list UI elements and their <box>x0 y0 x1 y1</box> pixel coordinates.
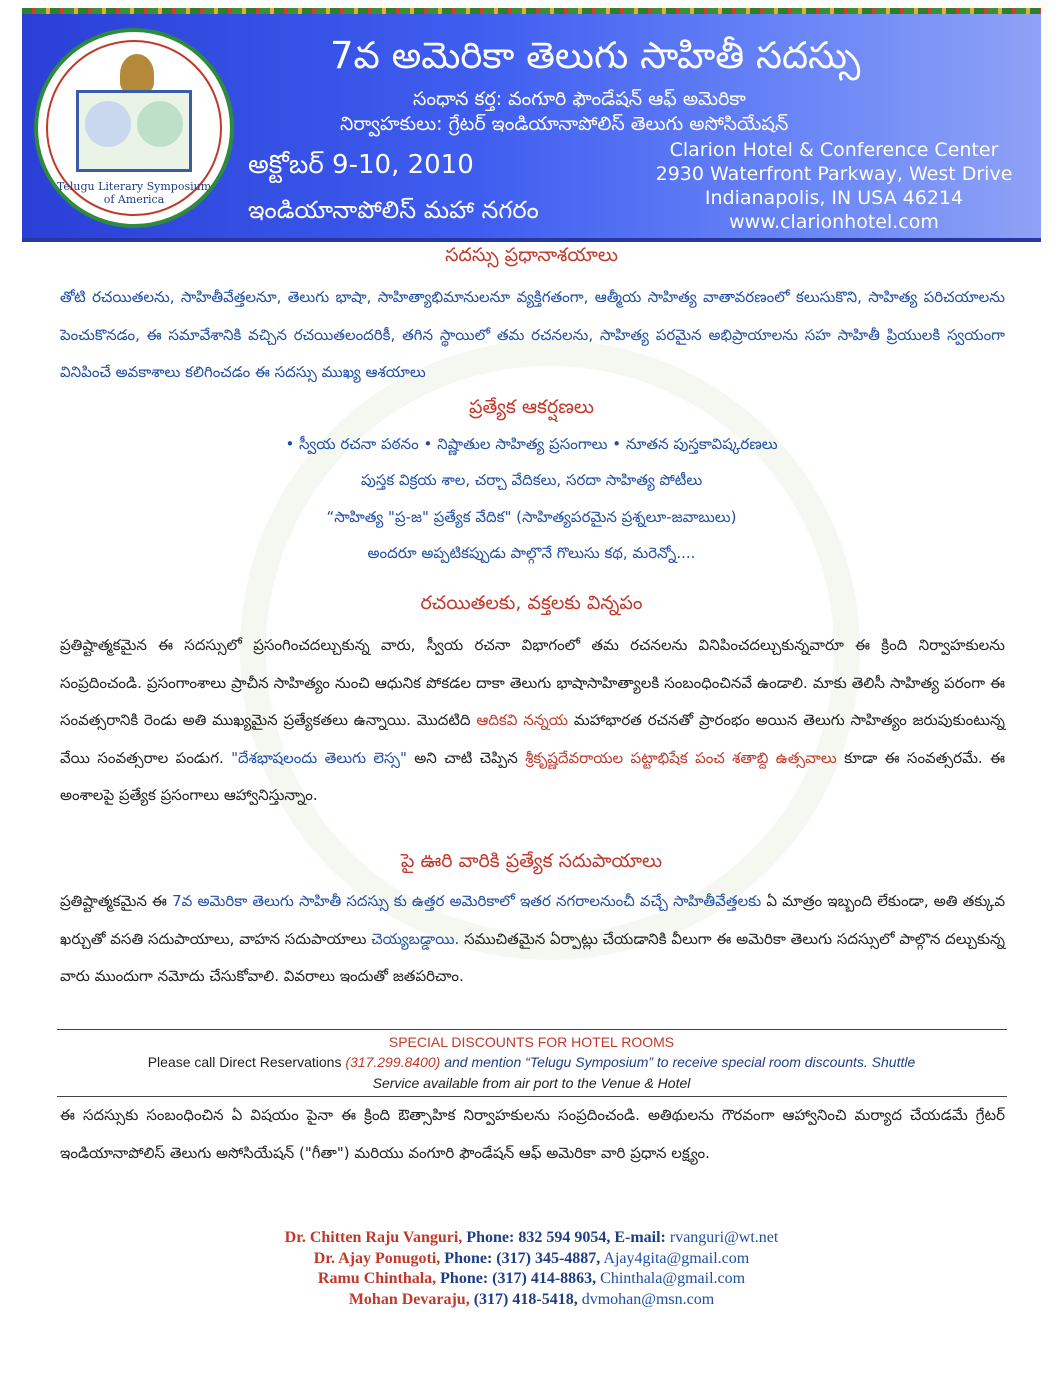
email-link[interactable]: dvmohan@msn.com <box>577 1290 715 1308</box>
travel-paragraph: ప్రతిష్టాత్మకమైన ఈ 7వ అమెరికా తెలుగు సాహితీ సదస్సు కు ఉత్తర అమెరికాలో ఇతర నగరాలనుంచీ వచ్చే సాహితీవేత్తలకు ఏ మాత్రం ఇబ్బంది లేకుండా, అతి తక్కువ ఖర్చుతో వసతి సదుపాయాలు, వాహన సదుపాయాలు చెయ్యబడ్డాయి. సముచితమైన ఏర్పాట్లు చేయడానికి వీలుగా ఈ అమెరికా తెలుగు సదస్సులో పాల్గొన దల్చుకున్న వారు ముందుగా నమోదు చేసుకోవాలి. వివరాలు ఇందుతో జతపరిచాం. <box>60 892 1006 985</box>
travel-heading: పై ఊరి వారికి ప్రత్యేక సదుపాయాలు <box>400 850 663 872</box>
discount-line-2: Service available from air port to the Venue & Hotel <box>372 1075 691 1091</box>
venue-block <box>640 138 1028 234</box>
logo-left-portrait <box>85 101 131 147</box>
logo-right-emblem <box>137 101 183 147</box>
venue-city: Indianapolis, IN USA 46214 <box>704 187 964 209</box>
contacts-block <box>0 1228 1063 1310</box>
mention-phrase: “Telugu Symposium” <box>525 1054 654 1070</box>
logo-caption: Telugu Literary Symposium of America <box>56 180 212 206</box>
attractions-line-2: పుస్తక విక్రయ శాల, చర్చా వేదికలు, సరదా సాహిత్య పోటీలు <box>360 471 703 489</box>
host-line: నిర్వాహకులు: గ్రేటర్ ఇండియానాపోలిస్ తెలుగు అసోసియేషన్ <box>340 113 789 135</box>
attractions-line-3: “సాహిత్య "ప్ర-జ" ప్రత్యేక వేదిక" (సాహిత్యపరమైన ప్రశ్నలూ-జవాబులు) <box>326 508 737 526</box>
highlight-krishnadevaraya: శ్రీకృష్ణదేవరాయల పట్టాభిషేక పంచ శతాబ్ది ఉత్సవాలు <box>525 748 837 767</box>
highlight-symposium: 7వ అమెరికా తెలుగు సాహితీ సదస్సు కు ఉత్తర అమెరికాలో ఇతర నగరాలనుంచీ వచ్చే సాహితీవేత్తలకు <box>172 892 762 910</box>
email-link[interactable]: Chinthala@gmail.com <box>596 1270 746 1287</box>
goals-heading: సదస్సు ప్రధానాశయాలు <box>445 244 618 266</box>
highlight-arranged: చెయ్యబడ్డాయి. <box>371 929 460 948</box>
venue-website-link[interactable]: www.clarionhotel.com <box>729 211 939 233</box>
event-title: 7వ అమెరికా తెలుగు సాహితీ సదస్సు <box>330 34 861 77</box>
attractions-heading: ప్రత్యేక ఆకర్షణలు <box>469 396 594 418</box>
venue-street: 2930 Waterfront Parkway, West Drive <box>655 163 1013 185</box>
event-city: ఇండియానాపోలిస్ మహా నగరం <box>248 196 539 224</box>
reservation-phone: (317.299.8400) <box>345 1054 441 1070</box>
contact-row: Mohan Devaraju, (317) 418-5418, dvmohan@msn.com <box>348 1290 715 1308</box>
email-link[interactable]: Ajay4gita@gmail.com <box>600 1249 750 1267</box>
attractions-line-4: అందరూ అప్పటికప్పుడు పాల్గొనే గొలుసు కథ, మరెన్నో.... <box>367 544 696 562</box>
divider-top <box>57 1029 1007 1030</box>
logo-book-icon <box>76 90 192 172</box>
discount-title: SPECIAL DISCOUNTS FOR HOTEL ROOMS <box>388 1034 675 1050</box>
email-link[interactable]: rvanguri@wt.net <box>665 1229 779 1246</box>
contact-row: Ramu Chinthala, Phone: (317) 414-8863, Chinthala@gmail.com <box>317 1270 746 1287</box>
highlight-nannaya: ఆదికవి నన్నయ <box>476 711 569 729</box>
contact-row: Dr. Chitten Raju Vanguri, Phone: 832 594 9054, E-mail: rvanguri@wt.net <box>284 1229 779 1246</box>
logo-figure-icon <box>120 54 154 94</box>
event-date: అక్టోబర్ 9-10, 2010 <box>248 150 474 180</box>
venue-name: Clarion Hotel & Conference Center <box>669 139 999 161</box>
organizer-line: సంధాన కర్త: వంగూరి ఫౌండేషన్ ఆఫ్ అమెరికా <box>413 88 746 110</box>
discount-line-1: Please call Direct Reservations (317.299.8400) and mention “Telugu Symposium” to receive special room discounts. Shuttle <box>147 1054 916 1070</box>
attractions-line-1: • స్వీయ రచనా పఠనం • నిష్ణాతుల సాహిత్య ప్రసంగాలు • నూతన పుస్తకావిష్కరణలు <box>285 435 778 453</box>
appeal-paragraph: ప్రతిష్టాత్మకమైన ఈ సదస్సులో ప్రసంగించదల్చుకున్న వారు, స్వీయ రచనా విభాగంలో తమ రచనలను వినిపించదల్చుకున్నవారూ ఈ క్రింది నిర్వాహకులను సంప్రదించండి. ప్రసంగాంశాలు ప్రాచీన సాహిత్యం నుంచి ఆధునిక పోకడల దాకా తెలుగు భాషాసాహిత్యాలకి సంబంధించినవే ఉండాలి. మాకు తెలిసీ సాహిత్య పరంగా ఈ సంవత్సరానికి రెండు అతి ముఖ్యమైన ప్రత్యేకతలు ఉన్నాయి. మొదటిది ఆదికవి నన్నయ మహాభారత రచనతో ప్రారంభం అయిన తెలుగు సాహిత్యం జరుపుకుంటున్న వేయి సంవత్సరాల పండుగ. "దేశభాషలందు తెలుగు లెస్స" అని చాటి చెప్పిన శ్రీకృష్ణదేవరాయల పట్టాభిషేక పంచ శతాబ్ది ఉత్సవాలు కూడా ఈ సంవత్సరమే. ఈ అంశాలపై ప్రత్యేక ప్రసంగాలు ఆహ్వానిస్తున్నాం. <box>60 636 1005 804</box>
highlight-quote: "దేశభాషలందు తెలుగు లెస్స" <box>231 748 407 767</box>
goals-paragraph: తోటి రచయితలను, సాహితీవేత్తలనూ, తెలుగు భాషా, సాహిత్యాభిమానులనూ వ్యక్తిగతంగా, ఆత్మీయ సాహిత్య వాతావరణంలో కలుసుకొని, సాహిత్య పరిచయాలను పెంచుకొనడం, ఈ సమావేశానికి వచ్చిన రచయితలందరికీ, తగిన స్థాయిలో తమ రచనలను, సాహిత్య పరమైన అభిప్రాయాలను సహ సాహితీ ప్రియులకి స్వయంగా వినిపించే అవకాశాలు కలిగించడం ఈ సదస్సు ముఖ్య ఆశయాలు <box>60 288 1005 381</box>
contact-row: Dr. Ajay Ponugoti, Phone: (317) 345-4887, Ajay4gita@gmail.com <box>313 1249 750 1267</box>
closing-paragraph: ఈ సదస్సుకు సంబంధించిన ఏ విషయం పైనా ఈ క్రింది ఔత్సాహిక నిర్వాహకులను సంప్రదించండి. అతిథులను గౌరవంగా ఆహ్వానించి మర్యాద చేయడమే గ్రేటర్ ఇండియానాపోలిస్ తెలుగు అసోసియేషన్ ("గీతా") మరియు వంగూరి ఫౌండేషన్ ఆఫ్ అమెరికా వారి ప్రధాన లక్ష్యం. <box>60 1106 1005 1162</box>
symposium-logo <box>34 28 234 228</box>
appeal-heading: రచయితలకు, వక్తలకు విన్నపం <box>420 592 643 614</box>
